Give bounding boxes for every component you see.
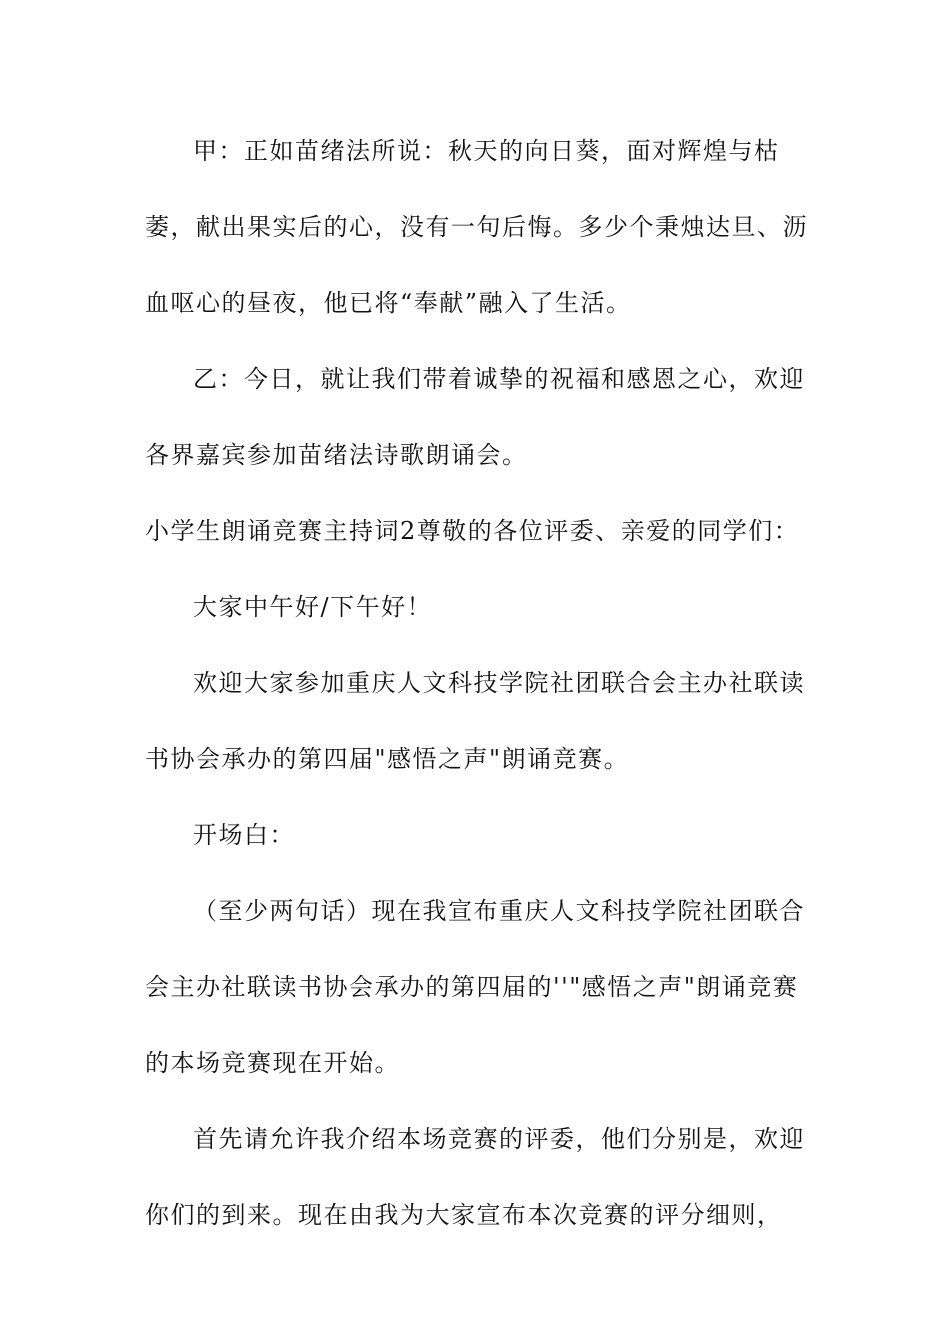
paragraph-greeting: 大家中午好/下午好！ bbox=[193, 593, 433, 621]
paragraph-welcome-competition: 欢迎大家参加重庆人文科技学院社团联合会主办社联读书协会承办的第四届"感悟之声"朗诵竞赛。 bbox=[145, 669, 805, 773]
paragraph-opening-label: 开场白： bbox=[193, 821, 295, 849]
paragraph-judges-intro: 首先请允许我介绍本场竞赛的评委，他们分别是，欢迎你们的到来。现在由我为大家宣布本次竞赛的评分细则， bbox=[145, 1125, 805, 1229]
paragraph-jia-quote: 甲：正如苗绪法所说：秋天的向日葵，面对辉煌与枯萎，献出果实后的心，没有一句后悔。多少个秉烛达旦、沥血呕心的昼夜，他已将“奉献”融入了生活。 bbox=[145, 137, 808, 317]
paragraph-announcement: （至少两句话）现在我宣布重庆人文科技学院社团联合会主办社联读书协会承办的第四届的''"感悟之声"朗诵竞赛的本场竞赛现在开始。 bbox=[145, 897, 805, 1077]
paragraph-yi-welcome: 乙：今日，就让我们带着诚挚的祝福和感恩之心，欢迎各界嘉宾参加苗绪法诗歌朗诵会。 bbox=[145, 365, 805, 469]
paragraph-section-heading: 小学生朗诵竞赛主持词2尊敬的各位评委、亲爱的同学们： bbox=[145, 517, 800, 545]
